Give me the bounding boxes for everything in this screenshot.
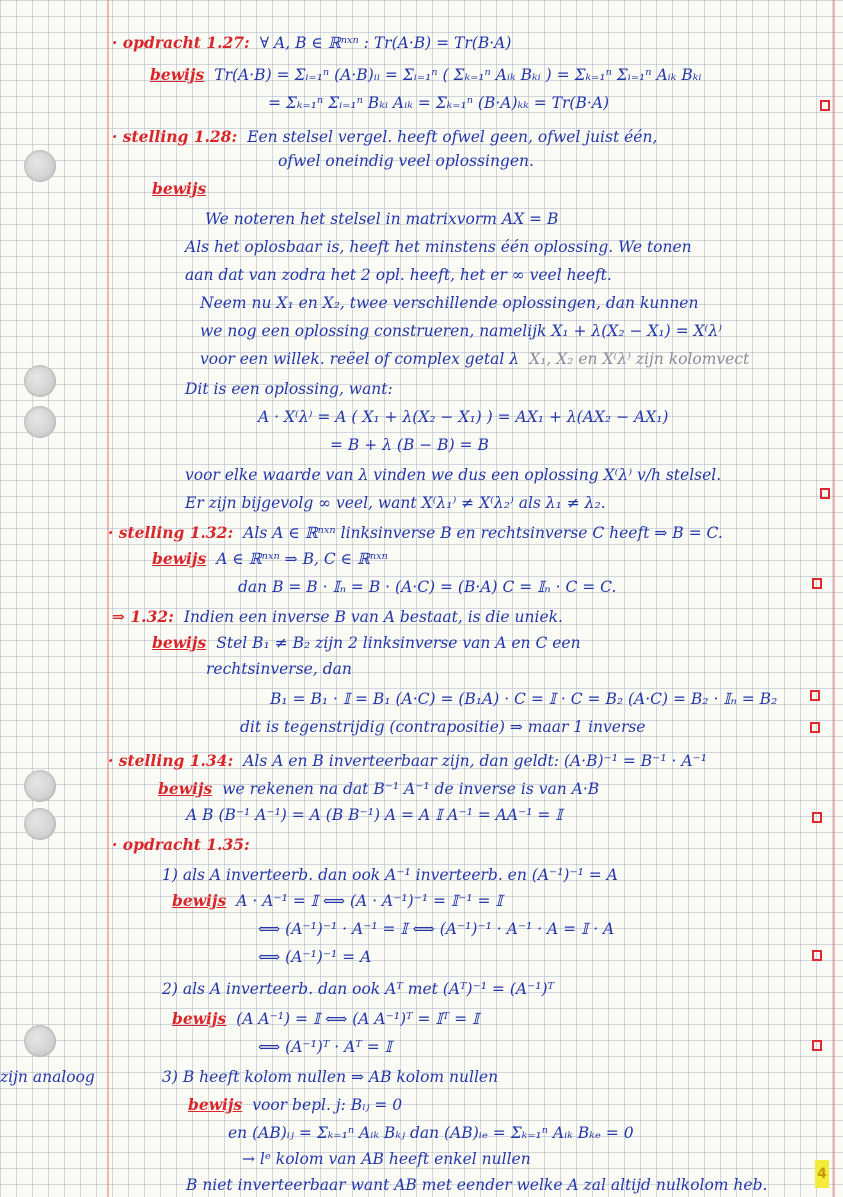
note-text: A ∈ ℝⁿˣⁿ ⇒ B, C ∈ ℝⁿˣⁿ <box>216 550 388 568</box>
note-label: ⇒ 1.32: <box>112 607 174 626</box>
qed-box <box>820 488 830 499</box>
note-line <box>278 152 534 170</box>
note-line <box>162 1068 498 1086</box>
note-label: bewijs <box>152 549 207 568</box>
note-line <box>240 718 645 736</box>
punch-hole <box>24 1025 56 1057</box>
note-line <box>152 550 388 568</box>
note-line <box>162 980 554 998</box>
note-text: voor een willek. reëel of complex getal λ <box>200 350 520 368</box>
punch-hole <box>24 365 56 397</box>
page-number-badge: 4 <box>815 1160 829 1188</box>
note-label: bewijs <box>172 891 227 910</box>
note-line <box>185 266 612 284</box>
note-text: B₁ = B₁ · 𝕀 = B₁ (A·C) = (B₁A) · C = 𝕀 · C = B₂ (A·C) = B₂ · 𝕀ₙ = B₂ <box>270 690 778 708</box>
note-line <box>238 578 616 596</box>
note-text: ∀ A, B ∈ ℝⁿˣⁿ : Tr(A·B) = Tr(B·A) <box>259 34 512 52</box>
note-line <box>205 210 558 228</box>
note-label: · stelling 1.28: <box>112 127 238 146</box>
punch-hole <box>24 808 56 840</box>
note-line <box>112 34 511 52</box>
note-label: bewijs <box>150 65 205 84</box>
note-line <box>258 1038 392 1056</box>
note-text: dit is tegenstrijdig (contrapositie) ⇒ maar 1 inverse <box>240 718 646 736</box>
note-line <box>185 380 393 398</box>
qed-box <box>812 578 822 589</box>
note-text: Neem nu X₁ en X₂, twee verschillende oplossingen, dan kunnen <box>200 294 699 312</box>
note-line <box>258 408 668 426</box>
note-label: · opdracht 1.35: <box>112 835 250 854</box>
note-text: Stel B₁ ≠ B₂ zijn 2 linksinverse van A en C een <box>216 634 581 652</box>
note-line <box>112 128 657 146</box>
note-line <box>185 494 606 512</box>
note-label: bewijs <box>172 1009 227 1028</box>
note-label: bewijs <box>152 633 207 652</box>
note-text: → lᵉ kolom van AB heeft enkel nullen <box>242 1150 531 1168</box>
note-text: en (AB)ᵢⱼ = Σₖ₌₁ⁿ Aᵢₖ Bₖⱼ dan (AB)ᵢₑ = Σₖ₌₁ⁿ Aᵢₖ Bₖₑ = 0 <box>228 1124 634 1142</box>
note-line <box>112 836 250 854</box>
note-line <box>188 1096 402 1114</box>
note-line <box>258 920 614 938</box>
note-text: Als A ∈ ℝⁿˣⁿ linksinverse B en rechtsinverse C heeft ⇒ B = C. <box>243 524 723 542</box>
note-text: 2) als A inverteerb. dan ook Aᵀ met (Aᵀ)⁻¹ = (A⁻¹)ᵀ <box>162 980 555 998</box>
note-text: Dit is een oplossing, want: <box>185 380 393 398</box>
note-text: Er zijn bijgevolg ∞ veel, want X⁽λ₁⁾ ≠ X⁽λ₂⁾ als λ₁ ≠ λ₂. <box>185 494 606 512</box>
note-text: B niet inverteerbaar want AB met eender welke A zal altijd nulkolom heb. <box>186 1176 768 1194</box>
note-line <box>172 892 503 910</box>
note-line <box>206 660 352 678</box>
note-text: ⟺ (A⁻¹)⁻¹ · A⁻¹ = 𝕀 ⟺ (A⁻¹)⁻¹ · A⁻¹ · A = 𝕀 · A <box>258 920 615 938</box>
note-text: we nog een oplossing construeren, namelijk X₁ + λ(X₂ − X₁) = X⁽λ⁾ <box>200 322 722 340</box>
note-line <box>268 94 609 112</box>
note-text: = Σₖ₌₁ⁿ Σᵢ₌₁ⁿ Bₖᵢ Aᵢₖ = Σₖ₌₁ⁿ (B·A)ₖₖ = Tr(B·A) <box>268 94 610 112</box>
note-line <box>258 948 371 966</box>
note-line <box>108 524 723 542</box>
note-text: = B + λ (B − B) = B <box>330 436 489 454</box>
note-text: voor elke waarde van λ vinden we dus een oplossing X⁽λ⁾ v/h stelsel. <box>185 466 722 484</box>
note-line <box>152 180 206 198</box>
note-line <box>108 752 707 770</box>
note-text: rechtsinverse, dan <box>206 660 352 678</box>
note-line <box>242 1150 531 1168</box>
note-text: aan dat van zodra het 2 opl. heeft, het er ∞ veel heeft. <box>185 266 612 284</box>
note-line <box>270 690 777 708</box>
note-text: voor bepl. j: Bᵢⱼ = 0 <box>252 1096 403 1114</box>
note-line <box>112 608 563 626</box>
note-text: Als A en B inverteerbaar zijn, dan geldt: (A·B)⁻¹ = B⁻¹ · A⁻¹ <box>243 752 707 770</box>
note-line <box>186 1176 767 1194</box>
note-text: (A A⁻¹) = 𝕀 ⟺ (A A⁻¹)ᵀ = 𝕀ᵀ = 𝕀 <box>236 1010 480 1028</box>
note-line <box>152 634 581 652</box>
note-label: · stelling 1.34: <box>108 751 234 770</box>
note-label: · opdracht 1.27: <box>112 33 250 52</box>
note-line <box>330 436 489 454</box>
note-text: 1) als A inverteerb. dan ook A⁻¹ inverteerb. en (A⁻¹)⁻¹ = A <box>162 866 618 884</box>
qed-box <box>812 812 822 823</box>
qed-box <box>810 722 820 733</box>
note-line <box>158 780 599 798</box>
note-label: bewijs <box>158 779 213 798</box>
qed-box <box>812 950 822 961</box>
note-text: ⟺ (A⁻¹)ᵀ · Aᵀ = 𝕀 <box>258 1038 392 1056</box>
punch-hole <box>24 150 56 182</box>
note-line <box>228 1124 634 1142</box>
note-text: zijn analoog <box>0 1068 95 1086</box>
note-text: We noteren het stelsel in matrixvorm AX = B <box>205 210 559 228</box>
note-text: Indien een inverse B van A bestaat, is die uniek. <box>183 608 563 626</box>
qed-box <box>820 100 830 111</box>
note-text: dan B = B · 𝕀ₙ = B · (A·C) = (B·A) C = 𝕀ₙ · C = C. <box>238 578 617 596</box>
note-label: bewijs <box>188 1095 243 1114</box>
note-text: Een stelsel vergel. heeft ofwel geen, ofwel juist één, <box>247 128 658 146</box>
note-text: A B (B⁻¹ A⁻¹) = A (B B⁻¹) A = A 𝕀 A⁻¹ = AA⁻¹ = 𝕀 <box>186 806 563 824</box>
punch-hole <box>24 770 56 802</box>
note-line <box>0 1068 95 1086</box>
qed-box <box>812 1040 822 1051</box>
note-text: A · A⁻¹ = 𝕀 ⟺ (A · A⁻¹)⁻¹ = 𝕀⁻¹ = 𝕀 <box>236 892 503 910</box>
punch-hole <box>24 406 56 438</box>
note-line <box>185 466 721 484</box>
note-line <box>185 238 692 256</box>
note-text: Tr(A·B) = Σᵢ₌₁ⁿ (A·B)ᵢᵢ = Σᵢ₌₁ⁿ ( Σₖ₌₁ⁿ Aᵢₖ Bₖᵢ ) = Σₖ₌₁ⁿ Σᵢ₌₁ⁿ Aᵢₖ Bₖᵢ <box>214 66 702 84</box>
note-label: bewijs <box>152 179 207 198</box>
note-text: we rekenen na dat B⁻¹ A⁻¹ de inverse is van A·B <box>222 780 600 798</box>
note-text: X₁, X₂ en X⁽λ⁾ zijn kolomvect <box>529 350 750 368</box>
note-line <box>150 66 702 84</box>
note-text: ofwel oneindig veel oplossingen. <box>278 152 534 170</box>
qed-box <box>810 690 820 701</box>
note-text: 3) B heeft kolom nullen ⇒ AB kolom nullen <box>162 1068 499 1086</box>
note-line <box>200 294 698 312</box>
note-text: A · X⁽λ⁾ = A ( X₁ + λ(X₂ − X₁) ) = AX₁ + λ(AX₂ − AX₁) <box>258 408 669 426</box>
note-label: · stelling 1.32: <box>108 523 234 542</box>
note-line <box>200 322 722 340</box>
note-line <box>162 866 618 884</box>
note-line <box>186 806 563 824</box>
note-line <box>200 350 749 368</box>
note-text: ⟺ (A⁻¹)⁻¹ = A <box>258 948 372 966</box>
note-line <box>172 1010 479 1028</box>
note-text: Als het oplosbaar is, heeft het minstens één oplossing. We tonen <box>185 238 692 256</box>
